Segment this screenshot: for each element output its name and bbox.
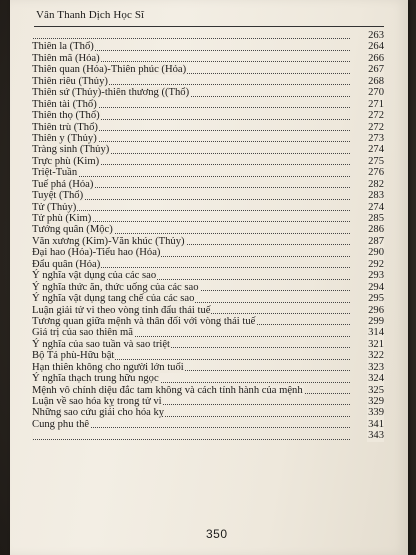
toc-entry-title: Thiên mã (Hỏa) <box>32 52 100 64</box>
toc-entry-title: Đại hao (Hỏa)-Tiểu hao (Hỏa) <box>32 247 161 259</box>
running-head: Vân Thanh Dịch Học Sĩ <box>36 9 145 21</box>
toc-entry-page: 286 <box>368 224 384 236</box>
toc-entry-title: Thiên la (Thổ) <box>32 41 94 53</box>
toc-entry-page: 276 <box>368 167 384 179</box>
toc-entry <box>32 361 384 373</box>
toc-entry-title: Ý nghĩa vật dụng tang chế của các sao <box>32 293 195 305</box>
toc-entry-page: 314 <box>368 327 384 339</box>
toc-entry-page: 283 <box>368 190 384 202</box>
toc-entry-title: Ý nghĩa của sao tuần và sao triệt <box>32 338 170 350</box>
toc-entry-page: 287 <box>368 235 384 247</box>
toc-entry <box>32 270 384 282</box>
toc-entry <box>32 121 384 133</box>
toc-entry-page: 268 <box>368 75 384 87</box>
toc-entry-page: 266 <box>368 52 384 64</box>
toc-entry-title: Thiên sứ (Thủy)-thiên thương ((Thổ) <box>32 87 190 99</box>
toc-entry-title: Thiên y (Thủy) <box>32 132 97 144</box>
toc-entry-page: 294 <box>368 281 384 293</box>
toc-entry <box>32 213 384 224</box>
toc-entry-page: 282 <box>368 178 384 190</box>
toc-entry-page: 292 <box>368 258 384 270</box>
toc-entry <box>32 52 384 64</box>
toc-entry-title: Giá trị của sao thiên mã <box>32 327 133 339</box>
toc-entry-title: Tuế phá (Hỏa) <box>32 178 94 190</box>
toc-entry <box>32 407 384 419</box>
toc-entry <box>32 384 384 396</box>
toc-entry <box>32 132 384 144</box>
toc-entry-title: Tương quan giữa mệnh và thân đối với vòng thái tuế <box>32 315 256 327</box>
toc-entry-page: 271 <box>368 98 384 110</box>
toc-entry-title: Thiên quan (Hỏa)-Thiên phúc (Hỏa) <box>32 64 187 76</box>
toc-entry-title: Cung phu thê <box>32 418 90 430</box>
toc-entry <box>32 178 384 190</box>
toc-entry-title: Tử (Thủy) <box>32 201 77 213</box>
toc-entry-title <box>32 430 33 441</box>
toc-entry <box>32 41 384 53</box>
toc-entry-title: Luận về sao hóa kỵ trong tử vi <box>32 396 162 407</box>
toc-entry-page: 293 <box>368 270 384 282</box>
toc-entry <box>32 350 384 362</box>
toc-entry-page: 295 <box>368 293 384 305</box>
toc-entry-page: 324 <box>368 373 384 385</box>
toc-entry <box>32 258 384 270</box>
toc-entry-page: 329 <box>368 396 384 407</box>
toc-entry <box>32 201 384 213</box>
toc-entry <box>32 373 384 385</box>
toc-entry-title: Mệnh vô chính diệu đắc tam không và cách tính hành của mệnh <box>32 384 303 396</box>
toc-entry-page: 272 <box>368 110 384 122</box>
table-of-contents <box>32 30 384 442</box>
toc-entry <box>32 247 384 259</box>
toc-entry <box>32 30 384 41</box>
toc-entry <box>32 235 384 247</box>
toc-entry-page: 290 <box>368 247 384 259</box>
toc-entry-page: 275 <box>368 155 384 167</box>
toc-entry-page: 285 <box>368 213 384 224</box>
toc-entry-page: 339 <box>368 407 384 419</box>
toc-entry-title: Tràng sinh (Thủy) <box>32 144 110 156</box>
toc-entry-page: 270 <box>368 87 384 99</box>
book-page <box>10 0 408 555</box>
page-number: 350 <box>206 527 228 541</box>
toc-entry <box>32 304 384 316</box>
toc-entry <box>32 87 384 99</box>
toc-entry <box>32 75 384 87</box>
toc-entry <box>32 167 384 179</box>
toc-entry-page: 323 <box>368 361 384 373</box>
toc-entry <box>32 293 384 305</box>
toc-entry <box>32 327 384 339</box>
toc-entry-title: Ý nghĩa thạch trung hữu ngọc <box>32 373 159 385</box>
toc-entry <box>32 144 384 156</box>
toc-entry <box>32 224 384 236</box>
toc-entry <box>32 190 384 202</box>
toc-entry <box>32 110 384 122</box>
toc-entry <box>32 418 384 430</box>
toc-entry-page: 321 <box>368 338 384 350</box>
toc-entry <box>32 430 384 442</box>
toc-entry <box>32 396 384 407</box>
toc-entry-title: Văn xương (Kim)-Văn khúc (Thủy) <box>32 235 185 247</box>
toc-entry <box>32 338 384 350</box>
toc-entry-title: Tuyệt (Thổ) <box>32 190 84 202</box>
toc-entry-title: Triệt-Tuần <box>32 167 78 179</box>
toc-entry-title: Thiên tài (Thổ) <box>32 98 97 110</box>
toc-entry-title: Đẩu quân (Hỏa) <box>32 258 101 270</box>
toc-entry-title: Tướng quân (Mộc) <box>32 224 113 236</box>
toc-entry <box>32 281 384 293</box>
toc-entry-page: 296 <box>368 304 384 316</box>
toc-entry-title: Luận giải tử vi theo vòng tinh đẩu thái tuế <box>32 304 211 316</box>
toc-entry-title: Thiên thọ (Thổ) <box>32 110 100 122</box>
toc-entry-title: Tử phù (Kim) <box>32 213 92 224</box>
toc-entry-page: 299 <box>368 315 384 327</box>
toc-entry-page: 263 <box>368 30 384 41</box>
toc-entry <box>32 155 384 167</box>
toc-entry <box>32 64 384 76</box>
toc-entry-title: Ý nghĩa vật dụng của các sao <box>32 270 157 282</box>
toc-entry-title: Thiên trù (Thổ) <box>32 121 98 133</box>
toc-entry-page: 272 <box>368 121 384 133</box>
toc-entry-title: Hạn thiên không cho người lớn tuổi <box>32 361 184 373</box>
toc-entry-title: Trực phù (Kim) <box>32 155 100 167</box>
toc-entry-title: Những sao cứu giải cho hóa kỵ <box>32 407 165 419</box>
toc-entry <box>32 98 384 110</box>
toc-entry-page: 325 <box>368 384 384 396</box>
dot-leader <box>32 176 350 177</box>
toc-entry-page: 341 <box>368 418 384 430</box>
toc-entry-page: 273 <box>368 132 384 144</box>
dot-leader <box>32 439 350 440</box>
toc-entry <box>32 315 384 327</box>
toc-entry-title <box>32 30 33 41</box>
toc-entry-title: Ý nghĩa thức ăn, thức uống của các sao <box>32 281 199 293</box>
toc-entry-page: 274 <box>368 144 384 156</box>
toc-entry-title: Bộ Tả phù-Hữu bật <box>32 350 115 362</box>
dot-leader <box>32 210 350 211</box>
toc-entry-page: 322 <box>368 350 384 362</box>
toc-entry-page: 264 <box>368 41 384 53</box>
toc-entry-title: Thiên riêu (Thủy) <box>32 75 108 87</box>
header-rule <box>34 26 384 27</box>
toc-entry-page: 274 <box>368 201 384 213</box>
dot-leader <box>32 38 350 39</box>
toc-entry-page: 343 <box>368 430 384 442</box>
toc-entry-page: 267 <box>368 64 384 76</box>
